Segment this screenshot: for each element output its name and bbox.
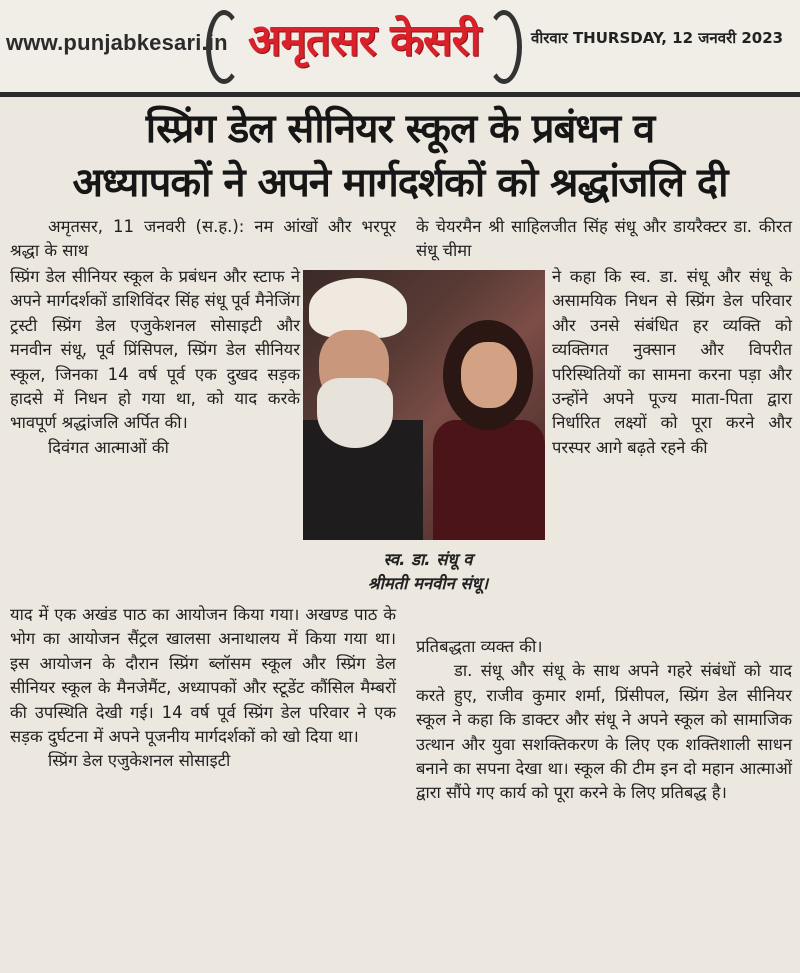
- headline-line-1: स्प्रिंग डेल सीनियर स्कूल के प्रबंधन व: [145, 106, 655, 152]
- article-left-top: [10, 215, 396, 264]
- brand-name: अमृतसर केसरी: [248, 15, 480, 66]
- left-last-line: स्प्रिंग डेल एजुकेशनल सोसाइटी: [48, 751, 231, 771]
- article-right-full: [416, 635, 792, 806]
- right-full-paragraph: डा. संधू और संधू के साथ अपने गहरे संबंधों को याद करते हुए, राजीव कुमार शर्मा, प्रिंसीपल, स्प्रिंग डेल सीनियर स्कूल ने कहा कि डाक्टर और संधू ने अपने स्कूल को सामाजिक उत्थान और युवा सशक्तिकरण के लिए एक शक्तिशाली साधन बनाने का सपना देखा था। स्कूल की टीम इन दो महान आत्माओं द्वारा सौंपे गए कार्य को पूरा करने के लिए प्रतिबद्ध है।: [416, 661, 792, 803]
- dateline-paragraph: अमृतसर, 11 जनवरी (स.ह.): नम आंखों और भरपूर श्रद्धा के साथ: [10, 217, 396, 261]
- headline: [0, 102, 800, 210]
- masthead: [0, 0, 800, 92]
- right-top-paragraph: के चेयरमैन श्री साहिलजीत सिंह संधू और डायरैक्टर डा. कीरत संधू चीमा: [416, 217, 792, 261]
- photo-caption: [310, 548, 546, 596]
- article-right-narrow: [552, 265, 792, 460]
- caption-line-1: स्व. डा. संधू व: [383, 550, 473, 569]
- left-narrow-paragraph: स्प्रिंग डेल सीनियर स्कूल के प्रबंधन और स्टाफ ने अपने मार्गदर्शकों डाशिविंदर सिंह संधू पूर्व मैनेजिंग ट्रस्टी स्प्रिंग डेल एजुकेशनल सोसाइटी और मनवीन संधू, पूर्व प्रिंसिपल, स्प्रिंग डेल सीनियर स्कूल, जिनका 14 वर्ष पूर्व एक दुखद सड़क हादसे में निधन हो गया था, को याद करके भावपूर्ण श्रद्धांजलि अर्पित की।: [10, 267, 300, 433]
- caption-line-2: श्रीमती मनवीन संधू।: [367, 574, 489, 593]
- headline-line-2: अध्यापकों ने अपने मार्गदर्शकों को श्रद्धांजलि दी: [72, 160, 728, 206]
- right-narrow-paragraph: ने कहा कि स्व. डा. संधू और संधू के असामयिक निधन से स्प्रिंग डेल परिवार और उनसे संबंधित हर व्यक्ति को व्यक्तिगत नुक्सान और विपरीत परिस्थितियों का सामना करना पड़ा और उन्होंने अपने पूज्य माता-पिता द्वारा निर्धारित लक्ष्यों को पूरा करने और परस्पर आगे बढ़ते रहने की: [552, 267, 792, 457]
- right-full-line: प्रतिबद्धता व्यक्त की।: [416, 637, 543, 656]
- left-full-paragraph: याद में एक अखंड पाठ का आयोजन किया गया। अखण्ड पाठ के भोग का आयोजन सैंट्रल खालसा अनाथालय में किया गया था। इस आयोजन के दौरान स्प्रिंग ब्लॉसम स्कूल और स्प्रिंग डेल सीनियर स्कूल के मैनजेमैंट, अध्यापकों और स्टूडेंट कौंसिल मैम्बरों की उपस्थिति देखी गई। 14 वर्ष पूर्व स्प्रिंग डेल परिवार ने एक सड़क दुर्घटना में अपने पूजनीय मार्गदर्शकों को खो दिया था।: [10, 605, 396, 747]
- bracket-right-icon: [486, 10, 522, 84]
- article-right-top: [416, 215, 792, 264]
- masthead-rule: [0, 92, 800, 97]
- left-p2-start: दिवंगत आत्माओं की: [48, 437, 169, 457]
- site-url: www.punjabkesari.in: [6, 30, 228, 55]
- issue-date: वीरवार THURSDAY, 12 जनवरी 2023: [531, 29, 784, 47]
- brand-logo: [206, 4, 522, 82]
- article-left-narrow: [10, 265, 300, 460]
- couple-photo: [303, 270, 545, 540]
- article-left-full: [10, 603, 396, 774]
